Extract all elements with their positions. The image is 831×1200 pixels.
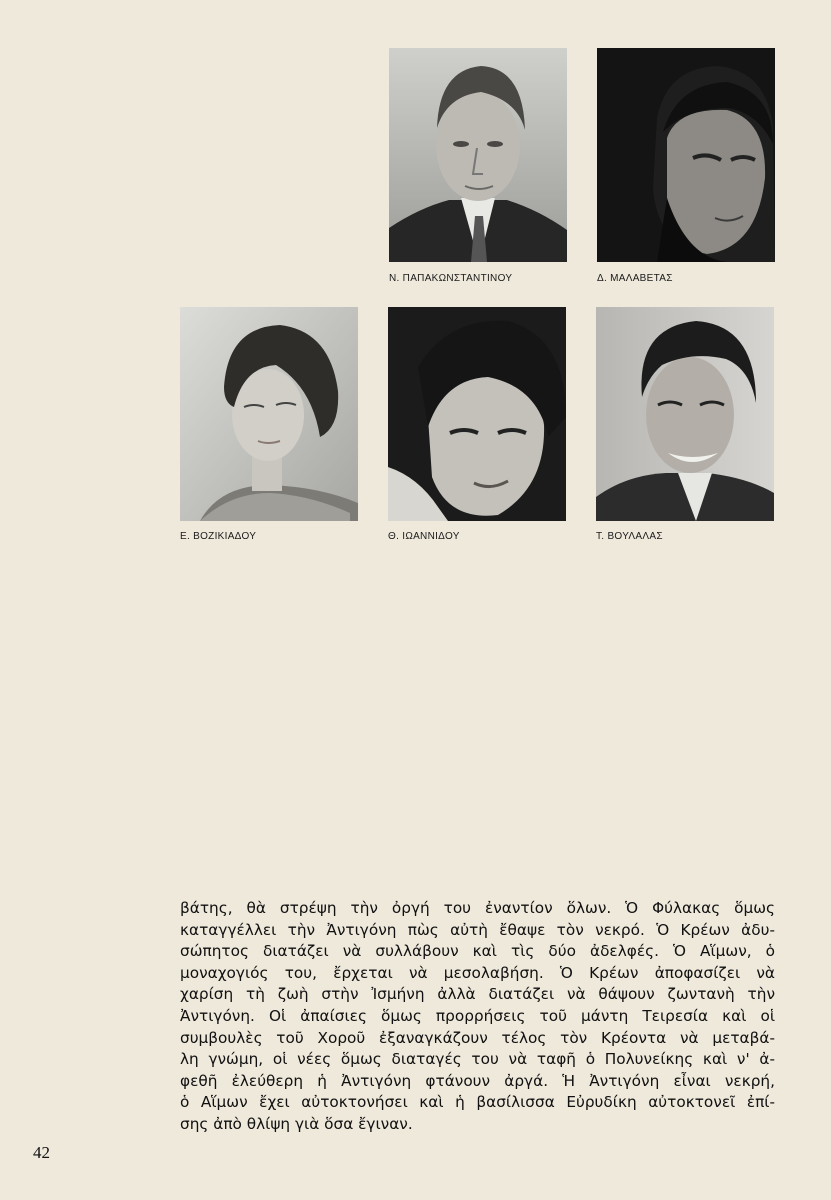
text-line: λη γνώμη, οἱ νέες ὅμως διαταγές του νὰ ταφῆ ὁ Πολυνείκης καὶ ν' ἀ- — [180, 1050, 775, 1069]
caption-voulalas: Τ. ΒΟΥΛΑΛΑΣ — [596, 531, 663, 542]
portrait-ioannidou — [388, 307, 566, 521]
text-line: χαρίση τὴ ζωὴ στὴν Ἰσμήνη ἀλλὰ διατάζει νὰ θάψουν ζωντανὴ τὴν — [180, 985, 775, 1004]
caption-vozikiadou: Ε. ΒΟΖΙΚΙΑΔΟΥ — [180, 531, 257, 542]
text-line: ὁ Αἵμων ἔχει αὐτοκτονήσει καὶ ἡ βασίλισσα Εὐρυδίκη αὐτοκτονεῖ ἐπί- — [180, 1093, 775, 1112]
text-line: συμβουλὲς τοῦ Χοροῦ ἐξαναγκάζουν τέλος τὸν Κρέοντα νὰ μεταβά- — [180, 1028, 775, 1047]
portrait-malavetas — [597, 48, 775, 262]
text-line: βάτης, θὰ στρέψη τὴν ὀργή του ἐναντίον ὅλων. Ὁ Φύλακας ὅμως — [180, 899, 775, 917]
portrait-voulalas — [596, 307, 774, 521]
caption-ioannidou: Θ. ΙΩΑΝΝΙΔΟΥ — [388, 531, 460, 542]
text-line: Ἀντιγόνη. Οἱ ἀπαίσιες ὅμως προρρήσεις τοῦ μάντη Τειρεσία καὶ οἱ — [180, 1006, 775, 1025]
portrait-vozikiadou — [180, 307, 358, 521]
text-line: μοναχογιός του, ἔρχεται νὰ μεσολαβήση. Ὁ Κρέων ἀποφασίζει νὰ — [180, 963, 775, 982]
synopsis-paragraph — [180, 898, 775, 1136]
portrait-papakonstantinou — [389, 48, 567, 262]
text-line: σώπητος διατάζει νὰ συλλάβουν καὶ τὶς δύο ἀδελφές. Ὁ Αἵμων, ὁ — [180, 942, 775, 961]
caption-papakonstantinou: Ν. ΠΑΠΑΚΩΝΣΤΑΝΤΙΝΟΥ — [389, 273, 513, 284]
text-line: σης ἀπὸ θλίψη γιὰ ὅσα ἔγιναν. — [180, 1114, 413, 1133]
page-number: 42 — [33, 1143, 50, 1162]
text-line: φεθῆ ἐλεύθερη ἡ Ἀντιγόνη φτάνουν ἀργά. Ἡ Ἀντιγόνη εἶναι νεκρή, — [180, 1071, 775, 1090]
caption-malavetas: Δ. ΜΑΛΑΒΕΤΑΣ — [597, 273, 673, 284]
text-line: καταγγέλλει τὴν Ἀντιγόνη πὼς αὐτὴ ἔθαψε τὸν νεκρό. Ὁ Κρέων ἀδυ- — [180, 920, 775, 939]
